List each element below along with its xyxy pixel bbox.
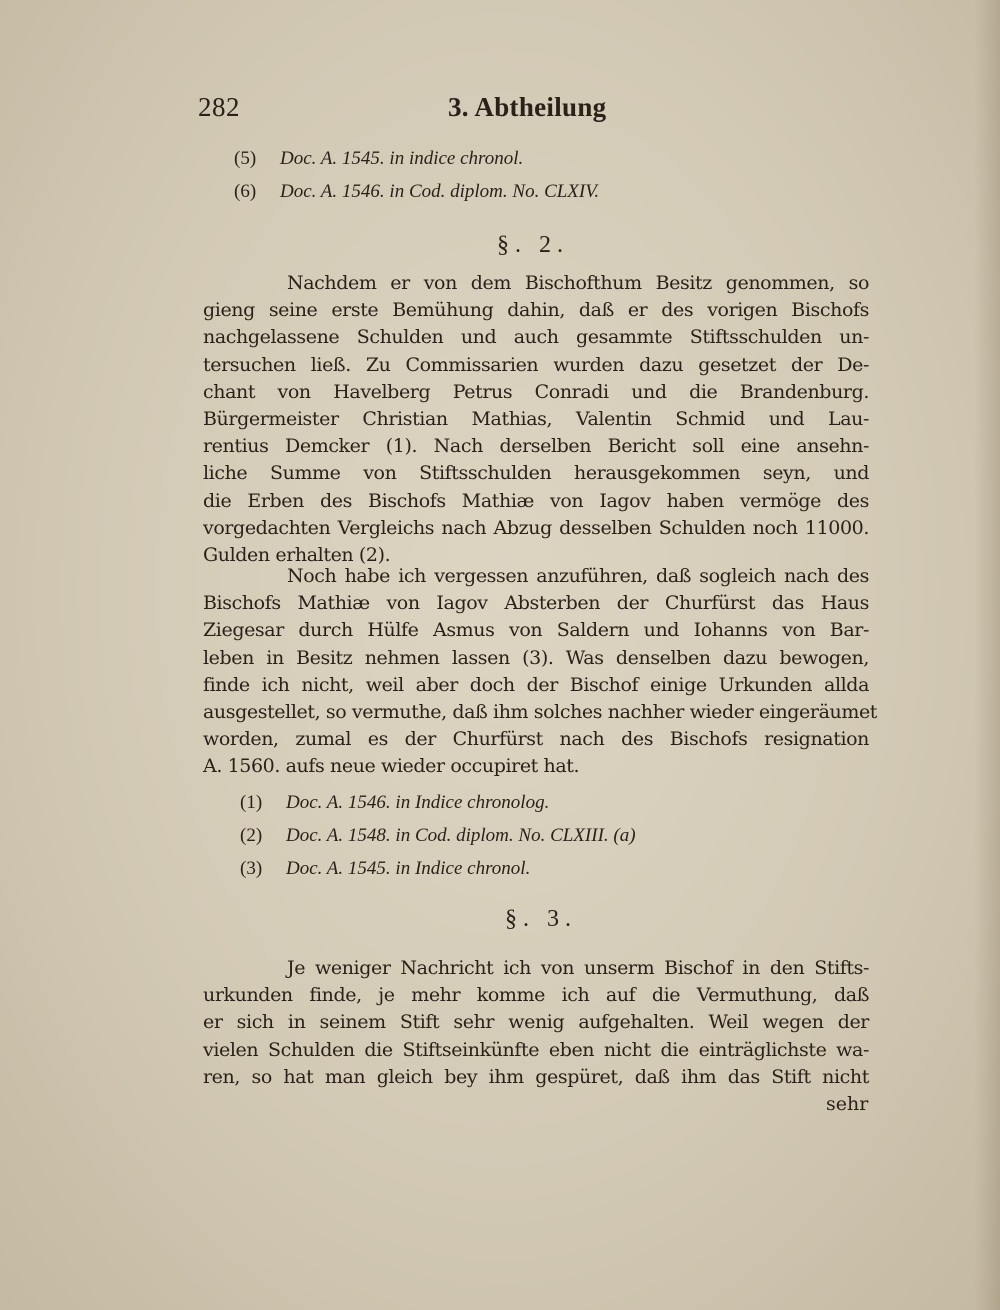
footnote-mark: (6) bbox=[234, 181, 257, 202]
section-heading-2: §. 2. bbox=[497, 232, 569, 258]
footnote-mark: (1) bbox=[240, 792, 263, 813]
footnote-item bbox=[240, 786, 636, 819]
footnote-text: Doc. A. 1546. in Cod. diplom. No. CLXIV. bbox=[280, 181, 600, 202]
footnote-item bbox=[240, 852, 636, 885]
page-header bbox=[198, 92, 878, 132]
text-line: tersuchen ließ. Zu Commissarien wurden dazu gesetzet der De- bbox=[203, 353, 869, 376]
footnote-text: Doc. A. 1548. in Cod. diplom. No. CLXIII. (a) bbox=[286, 825, 636, 846]
text-line: Bischofs Mathiæ von Iagov Absterben der Churfürst das Haus bbox=[203, 592, 869, 615]
footnote-item bbox=[240, 819, 636, 852]
text-line: die Erben des Bischofs Mathiæ von Iagov haben vermöge des bbox=[203, 489, 869, 512]
text-line: ausgestellet, so vermuthe, daß ihm solches nachher wieder eingeräumet bbox=[203, 700, 878, 723]
text-line: er sich in seinem Stift sehr wenig aufgehalten. Weil wegen der bbox=[203, 1011, 869, 1034]
footnote-mark: (2) bbox=[240, 825, 263, 846]
section-2-paragraph-1 bbox=[203, 270, 869, 569]
text-line: urkunden finde, je mehr komme ich auf die Vermuthung, daß bbox=[203, 984, 869, 1007]
footnote-item bbox=[234, 142, 599, 175]
text-line: Ziegesar durch Hülfe Asmus von Saldern und Iohanns von Bar- bbox=[203, 619, 869, 642]
catchword: sehr bbox=[826, 1093, 869, 1115]
page-edge-shadow bbox=[974, 0, 1000, 1310]
footnote-mark: (5) bbox=[234, 148, 257, 169]
footnote-mark: (3) bbox=[240, 858, 263, 879]
running-head: 3. Abtheilung bbox=[448, 92, 607, 122]
footnote-item bbox=[234, 175, 599, 208]
text-line: Nachdem er von dem Bischofthum Besitz genommen, so bbox=[287, 272, 869, 294]
text-line: worden, zumal es der Churfürst nach des Bischofs resignation bbox=[203, 728, 869, 751]
text-line: rentius Demcker (1). Nach derselben Bericht soll eine ansehn- bbox=[203, 435, 869, 458]
footnotes-top bbox=[234, 142, 599, 208]
text-line: nachgelassene Schulden und auch gesammte Stiftsschulden un- bbox=[203, 326, 869, 349]
text-line: Je weniger Nachricht ich von unserm Bischof in den Stifts- bbox=[287, 957, 869, 979]
text-line: Bürgermeister Christian Mathias, Valentin Schmid und Lau- bbox=[203, 407, 869, 430]
text-line: vorgedachten Vergleichs nach Abzug desselben Schulden noch 11000. bbox=[203, 516, 869, 539]
text-line: leben in Besitz nehmen lassen (3). Was denselben dazu bewogen, bbox=[203, 646, 869, 669]
text-line: A. 1560. aufs neue wieder occupiret hat. bbox=[203, 755, 580, 778]
text-line: chant von Havelberg Petrus Conradi und die Brandenburg. bbox=[203, 380, 869, 403]
text-line: ren, so hat man gleich bey ihm gespüret, daß ihm das Stift nicht bbox=[203, 1065, 869, 1088]
page-number: 282 bbox=[198, 92, 240, 122]
text-line: finde ich nicht, weil aber doch der Bischof einige Urkunden allda bbox=[203, 673, 869, 696]
footnote-text: Doc. A. 1545. in indice chronol. bbox=[280, 148, 524, 169]
footnote-text: Doc. A. 1545. in Indice chronol. bbox=[286, 858, 531, 879]
footnote-text: Doc. A. 1546. in Indice chronolog. bbox=[286, 792, 550, 813]
text-line: gieng seine erste Bemühung dahin, daß er des vorigen Bischofs bbox=[203, 299, 869, 322]
text-line: Noch habe ich vergessen anzuführen, daß sogleich nach des bbox=[287, 565, 869, 587]
section-2-paragraph-2 bbox=[203, 563, 878, 781]
footnotes-section-2 bbox=[240, 786, 636, 885]
text-line: vielen Schulden die Stiftseinkünfte eben nicht die einträglichste wa- bbox=[203, 1038, 869, 1061]
text-line: liche Summe von Stiftsschulden herausgekommen seyn, und bbox=[203, 462, 869, 485]
section-3-paragraph-1 bbox=[203, 955, 869, 1091]
section-heading-3: §. 3. bbox=[505, 906, 577, 932]
text-line: Gulden erhalten (2). bbox=[203, 543, 391, 566]
